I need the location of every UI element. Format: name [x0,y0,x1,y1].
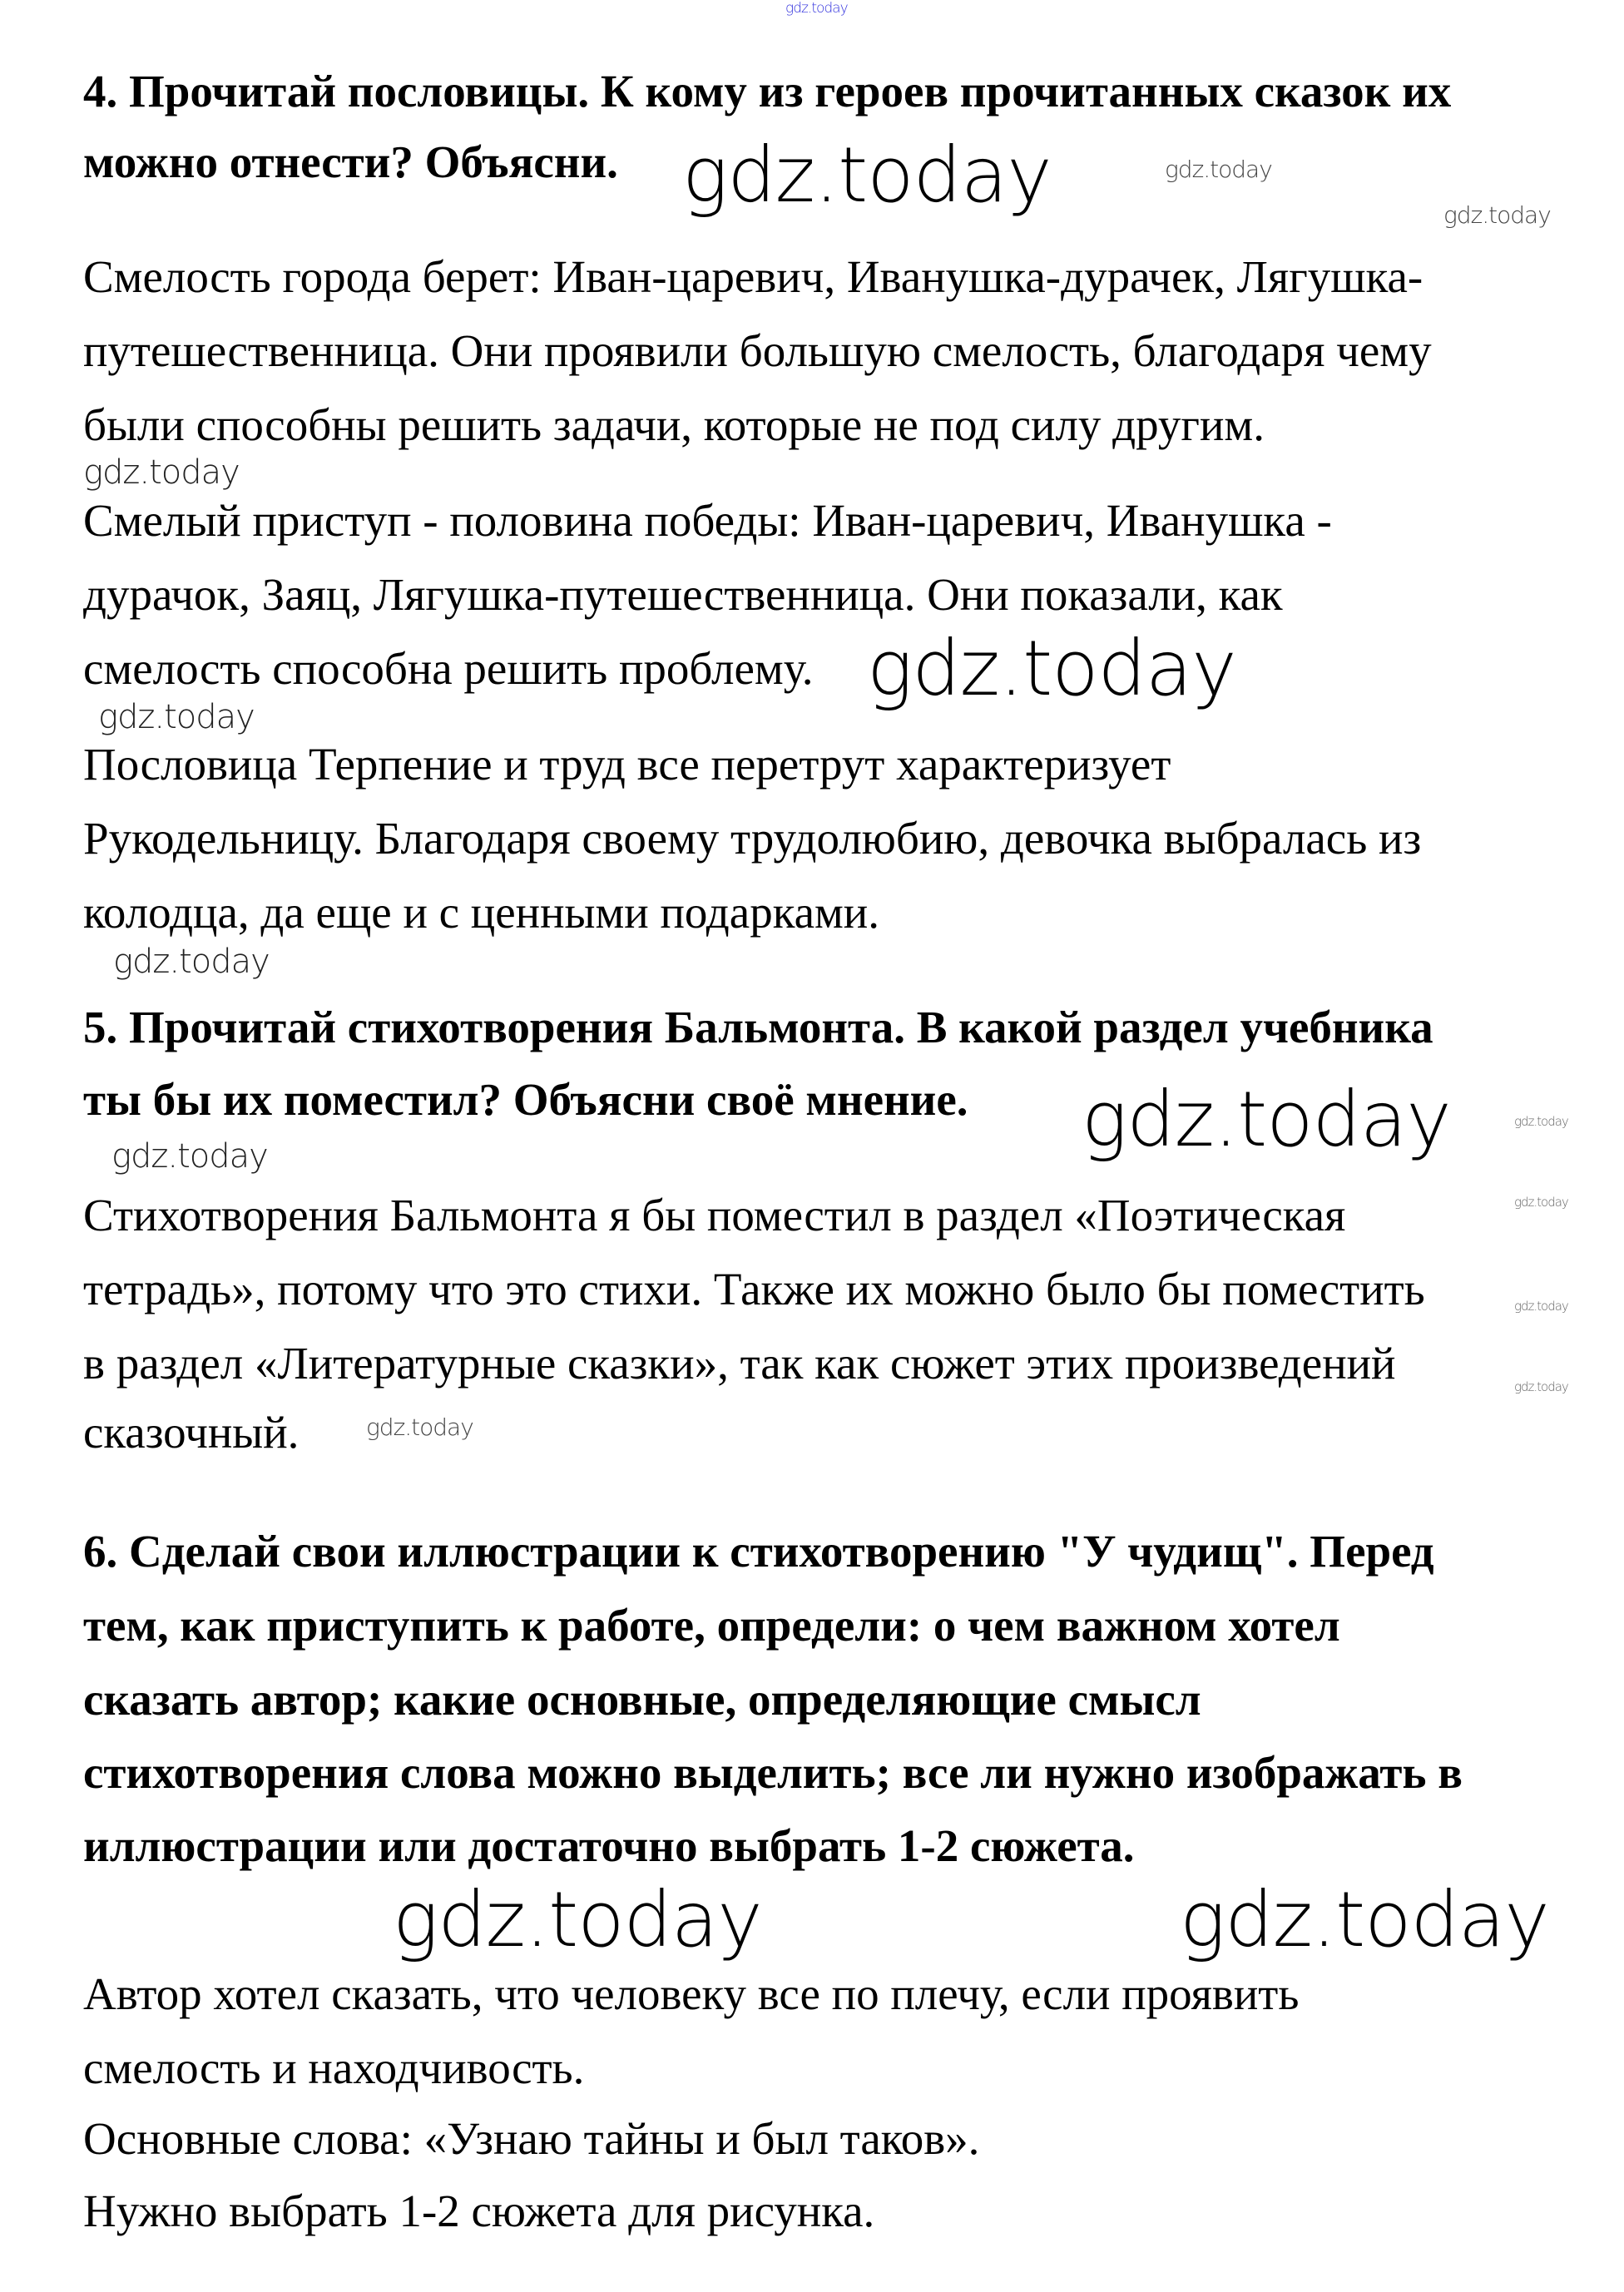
question-4-title: 4. Прочитай пословицы. К кому из героев прочитанных сказок их [83,66,1452,116]
answer-line: были способны решить задачи, которые не под силу другим. [83,399,1265,450]
question-6-title: сказать автор; какие основные, определяющие смысл [83,1674,1201,1725]
answer-line: дурачок, Заяц, Лягушка-путешественница. Они показали, как [83,569,1283,620]
question-6-title: стихотворения слова можно выделить; все ли нужно изображать в [83,1747,1463,1798]
answer-line: Смелый приступ - половина победы: Иван-царевич, Иванушка - [83,495,1332,546]
question-6-title: иллюстрации или достаточно выбрать 1-2 сюжета. [83,1820,1135,1871]
answer-line: колодца, да еще и с ценными подарками. [83,887,879,938]
watermark: gdz.today [113,943,270,981]
question-6-title: тем, как приступить к работе, определи: о чем важном хотел [83,1600,1340,1651]
answer-line: тетрадь», потому что это стихи. Также их можно было бы поместить [83,1264,1425,1314]
question-6-title: 6. Сделай свои иллюстрации к стихотворению "У чудищ". Перед [83,1526,1434,1577]
watermark: gdz.today [1514,1195,1568,1210]
watermark: gdz.today [1443,201,1551,229]
watermark: gdz.today [1514,1299,1568,1314]
watermark: gdz.today [1082,1075,1451,1164]
answer-line: Рукодельницу. Благодаря своему трудолюбию, девочка выбралась из [83,813,1422,864]
question-5-title: 5. Прочитай стихотворения Бальмонта. В какой раздел учебника [83,1002,1433,1052]
question-4-title: можно отнести? Объясни. [83,136,618,187]
watermark: gdz.today [1180,1875,1549,1964]
watermark: gdz.today [111,1137,268,1176]
watermark: gdz.today [1514,1379,1568,1394]
answer-line: путешественница. Они проявили большую смелость, благодаря чему [83,325,1432,376]
answer-line: Стихотворения Бальмонта я бы поместил в раздел «Поэтическая [83,1190,1346,1240]
watermark: gdz.today [682,131,1052,220]
watermark: gdz.today [867,624,1236,713]
answer-line: Основные слова: «Узнаю тайны и был таков». [83,2113,980,2164]
answer-line: Автор хотел сказать, что человеку все по плечу, если проявить [83,1968,1300,2019]
watermark: gdz.today [785,0,848,17]
watermark: gdz.today [1165,156,1272,183]
watermark: gdz.today [83,453,240,492]
answer-line: в раздел «Литературные сказки», так как сюжет этих произведений [83,1338,1396,1389]
answer-line: смелость способна решить проблему. [83,643,814,694]
answer-line: Смелость города берет: Иван-царевич, Иванушка-дурачек, Лягушка- [83,251,1423,302]
watermark: gdz.today [366,1413,473,1441]
watermark: gdz.today [98,698,255,736]
answer-line: Пословица Терпение и труд все перетрут характеризует [83,739,1171,790]
question-5-title: ты бы их поместил? Объясни своё мнение. [83,1074,968,1125]
watermark: gdz.today [1514,1114,1568,1129]
answer-line: Нужно выбрать 1-2 сюжета для рисунка. [83,2186,875,2236]
watermark: gdz.today [393,1875,762,1964]
answer-line: сказочный. [83,1407,300,1458]
answer-line: смелость и находчивость. [83,2042,585,2093]
